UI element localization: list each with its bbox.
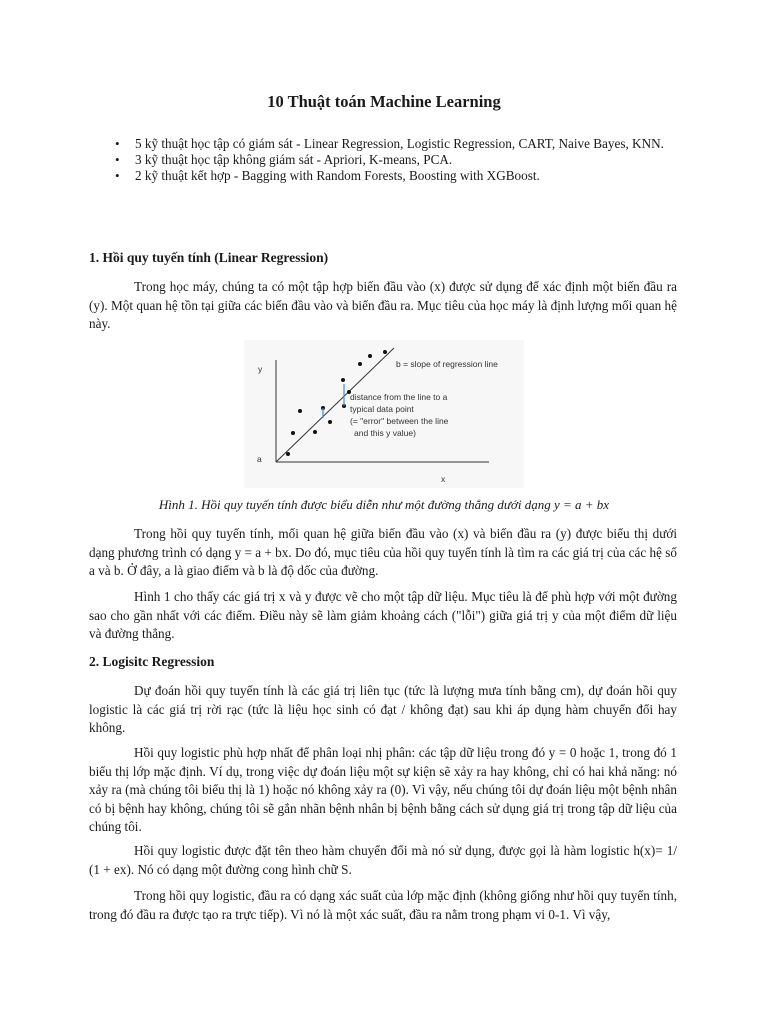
x-axis-label: x <box>441 474 446 484</box>
paragraph: Trong hồi quy tuyến tính, mối quan hệ giữa biến đầu vào (x) và biến đầu ra (y) được biểu thị dưới dạng phương trình có dạng y = a + bx. Do đó, mục tiêu của hồi quy tuyến tính là tìm ra các giá trị của các hệ số a và b. Ở đây, a là giao điểm và b là độ dốc của đường. <box>89 526 677 578</box>
data-point <box>341 378 345 382</box>
data-point <box>298 409 302 413</box>
distance-label-line: and this y value) <box>354 428 416 438</box>
paragraph: Trong học máy, chúng ta có một tập hợp biến đầu vào (x) được sử dụng để xác định một biến đầu ra (y). Một quan hệ tồn tại giữa các biến đầu vào và biến đầu ra. Mục tiêu của học máy là định lượng mối quan hệ này. <box>89 279 677 331</box>
data-point <box>358 362 362 366</box>
bullet-item: • 5 kỹ thuật học tập có giám sát - Linear Regression, Logistic Regression, CART, Naive Bayes, KNN. <box>115 136 675 152</box>
section-heading-linear-regression: 1. Hồi quy tuyến tính (Linear Regression) <box>89 250 329 265</box>
distance-label-line: typical data point <box>350 404 414 414</box>
data-point <box>286 452 290 456</box>
paragraph: Hình 1 cho thấy các giá trị x và y được vẽ cho một tập dữ liệu. Mục tiêu là để phù hợp với một đường sao cho gần nhất với các điểm. Điều này sẽ làm giảm khoảng cách ("lỗi") giữa giá trị y của một điểm dữ liệu và đường thẳng. <box>89 589 677 641</box>
data-point <box>313 430 317 434</box>
data-point <box>291 431 295 435</box>
data-point <box>328 420 332 424</box>
regression-diagram <box>244 340 524 488</box>
paragraph: Dự đoán hồi quy tuyến tính là các giá trị liên tục (tức là lượng mưa tính bằng cm), dự đoán hồi quy logistic là các giá trị rời rạc (tức là liệu học sinh có đạt / không đạt) sau khi áp dụng hàm chuyển đổi hay không. <box>89 683 677 735</box>
section-heading-logistic-regression: 2. Logisitc Regression <box>89 654 215 669</box>
y-axis-label: y <box>258 364 263 374</box>
bullet-item: • 2 kỹ thuật kết hợp - Bagging with Random Forests, Boosting with XGBoost. <box>115 168 675 184</box>
bullet-list <box>115 136 675 184</box>
distance-label-line: (= "error" between the line <box>350 416 449 426</box>
document-title: 10 Thuật toán Machine Learning <box>267 92 501 111</box>
distance-label-line: distance from the line to a <box>350 392 448 402</box>
paragraph: Trong hồi quy logistic, đầu ra có dạng xác suất của lớp mặc định (không giống như hồi quy tuyến tính, trong đó đầu ra được tạo ra trực tiếp). Vì nó là một xác suất, đầu ra nằm trong phạm vi 0-1. Vì vậy, <box>89 888 677 922</box>
intercept-label: a <box>257 454 262 464</box>
paragraph: Hồi quy logistic được đặt tên theo hàm chuyển đổi mà nó sử dụng, được gọi là hàm logistic h(x)= 1/ (1 + ex). Nó có dạng một đường cong hình chữ S. <box>89 843 677 877</box>
data-point <box>383 350 387 354</box>
regression-figure <box>244 340 524 488</box>
slope-label: b = slope of regression line <box>396 359 498 369</box>
paragraph: Hồi quy logistic phù hợp nhất để phân loại nhị phân: các tập dữ liệu trong đó y = 0 hoặc 1, trong đó 1 biểu thị lớp mặc định. Ví dụ, trong việc dự đoán liệu một sự kiện sẽ xảy ra hay không, chỉ có hai khả năng: nó xảy ra (mà chúng tôi biểu thị là 1) hoặc nó không xảy ra (0). Vì vậy, nếu chúng tôi dự đoán liệu một bệnh nhân có bị bệnh hay không, chúng tôi sẽ gắn nhãn bệnh nhân bị bệnh bằng cách sử dụng giá trị trong tập dữ liệu của chúng tôi. <box>89 745 677 834</box>
figure-caption: Hình 1. Hồi quy tuyến tính được biểu diễn như một đường thẳng dưới dạng y = a + bx <box>158 497 610 512</box>
data-point <box>368 354 372 358</box>
bullet-item: • 3 kỹ thuật học tập không giám sát - Apriori, K-means, PCA. <box>115 152 675 168</box>
